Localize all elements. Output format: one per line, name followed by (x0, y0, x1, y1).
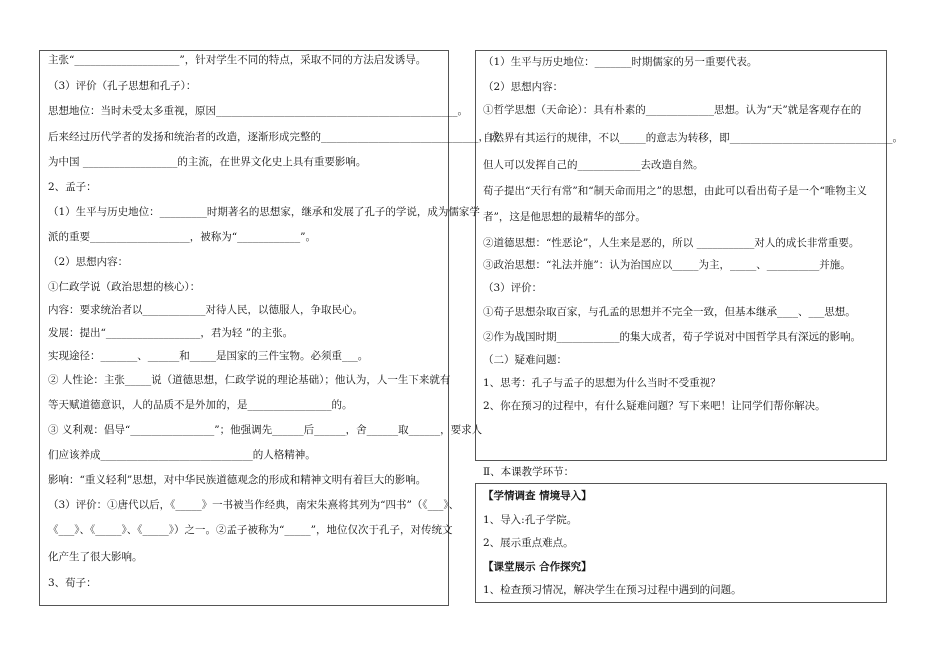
right-line: 者”，这是他思想的最精华的部分。 (483, 211, 646, 223)
right-line: ①哲学思想（天命论）：具有朴素的_____________思想。认为“天”就是客观存在的 (483, 104, 862, 116)
right-line: ②道德思想：“性恶论”，人生来是恶的，所以 ___________对人的成长非常重要。 (483, 237, 860, 249)
lesson-heading: 【课堂展示 合作探究】 (483, 561, 592, 573)
left-line: 内容：要求统治者以____________对待人民，以德服人，争取民心。 (48, 304, 363, 316)
lesson-heading: 【学情调查 情境导入】 (483, 490, 592, 502)
lesson-line: 1、检查预习情况，解决学生在预习过程中遇到的问题。 (483, 584, 742, 596)
left-line: 等天赋道德意识，人的品质不是外加的，是________________的。 (48, 399, 353, 411)
right-line: ②作为战国时期____________的集大成者，荀子学说对中国哲学具有深远的影响。 (483, 331, 861, 343)
left-line: 主张“____________________”，针对学生不同的特点，采取不同的方法启发诱导。 (48, 54, 427, 66)
right-line: 2、你在预习的过程中，有什么疑难问题？写下来吧！让同学们帮你解决。 (483, 400, 826, 412)
left-line: （2）思想内容： (48, 256, 129, 268)
right-line: 荀子提出“天行有常”和“制天命而用之”的思想，由此可以看出荀子是一个“唯物主义 (483, 185, 867, 197)
left-line: 们应该养成_____________________________的人格精神。 (48, 449, 316, 461)
left-line: （3）评价（孔子思想和孔子）： (48, 80, 197, 92)
left-line: ①仁政学说（政治思想的核心）： (48, 281, 201, 293)
section-heading: Ⅱ、本课教学环节： (483, 466, 575, 478)
left-line: 后来经过历代学者的发扬和统治者的改造，逐渐形成完整的______________________________，成 (48, 131, 500, 143)
left-line: 派的重要___________________，被称为“____________”。 (48, 231, 316, 243)
right-line: （1）生平与历史地位：_______时期儒家的另一重要代表。 (483, 56, 758, 68)
right-line: ③政治思想：“礼法并施”：认为治国应以_____为主，_____、__________并施。 (483, 259, 851, 271)
left-line: 3、荀子： (48, 577, 97, 589)
right-line: （二）疑难问题： (483, 354, 567, 366)
right-line: （3）评价： (483, 282, 543, 294)
right-line: 但人可以发挥自己的____________去改造自然。 (483, 159, 704, 171)
right-line: （2）思想内容： (483, 81, 564, 93)
right-line: ①荀子思想杂取百家，与孔孟的思想并不完全一致，但基本继承____、___思想。 (483, 306, 856, 318)
left-line: ② 人性论：主张_____说（道德思想，仁政学说的理论基础）；他认为，人一生下来就有 (48, 374, 451, 386)
left-line: 2、孟子： (48, 181, 97, 193)
left-line: ③ 义利观：倡导“________________”；他强调先______后______，舍______取______，要求人 (48, 424, 483, 436)
left-line: （1）生平与历史地位：_________时期著名的思想家，继承和发展了孔子的学说，成为儒家学 (48, 206, 480, 218)
left-line: 发展：提出“__________________，君为轻 ”的主张。 (48, 327, 294, 339)
left-line: （3）评价：①唐代以后，《_____》一书被当作经典，南宋朱熹将其列为“四书”（《___》、 (48, 499, 460, 511)
left-line: 为中国 __________________的主流，在世界文化史上具有重要影响。 (48, 156, 367, 168)
left-line: 化产生了很大影响。 (48, 551, 143, 563)
left-line: 影响：“重义轻利”思想，对中华民族道德观念的形成和精神文明有着巨大的影响。 (48, 474, 427, 486)
left-line: 实现途径：_______、______和_____是国家的三件宝物。必须重___。 (48, 350, 369, 362)
right-line: 1、思考：孔子与孟子的思想为什么当时不受重视？ (483, 377, 721, 389)
left-line: 《___》、《_____》、《_____》）之一。②孟子被称为“_____”，地位仅次于孔子，对传统文 (48, 524, 453, 536)
right-line: 自然界有其运行的规律，不以_____的意志为转移，即_______________________________。 (483, 132, 903, 144)
lesson-line: 1、导入:孔子学院。 (483, 514, 578, 526)
left-line: 思想地位：当时未受太多重视，原因______________________________________________。 (48, 105, 468, 117)
lesson-line: 2、展示重点难点。 (483, 537, 574, 549)
